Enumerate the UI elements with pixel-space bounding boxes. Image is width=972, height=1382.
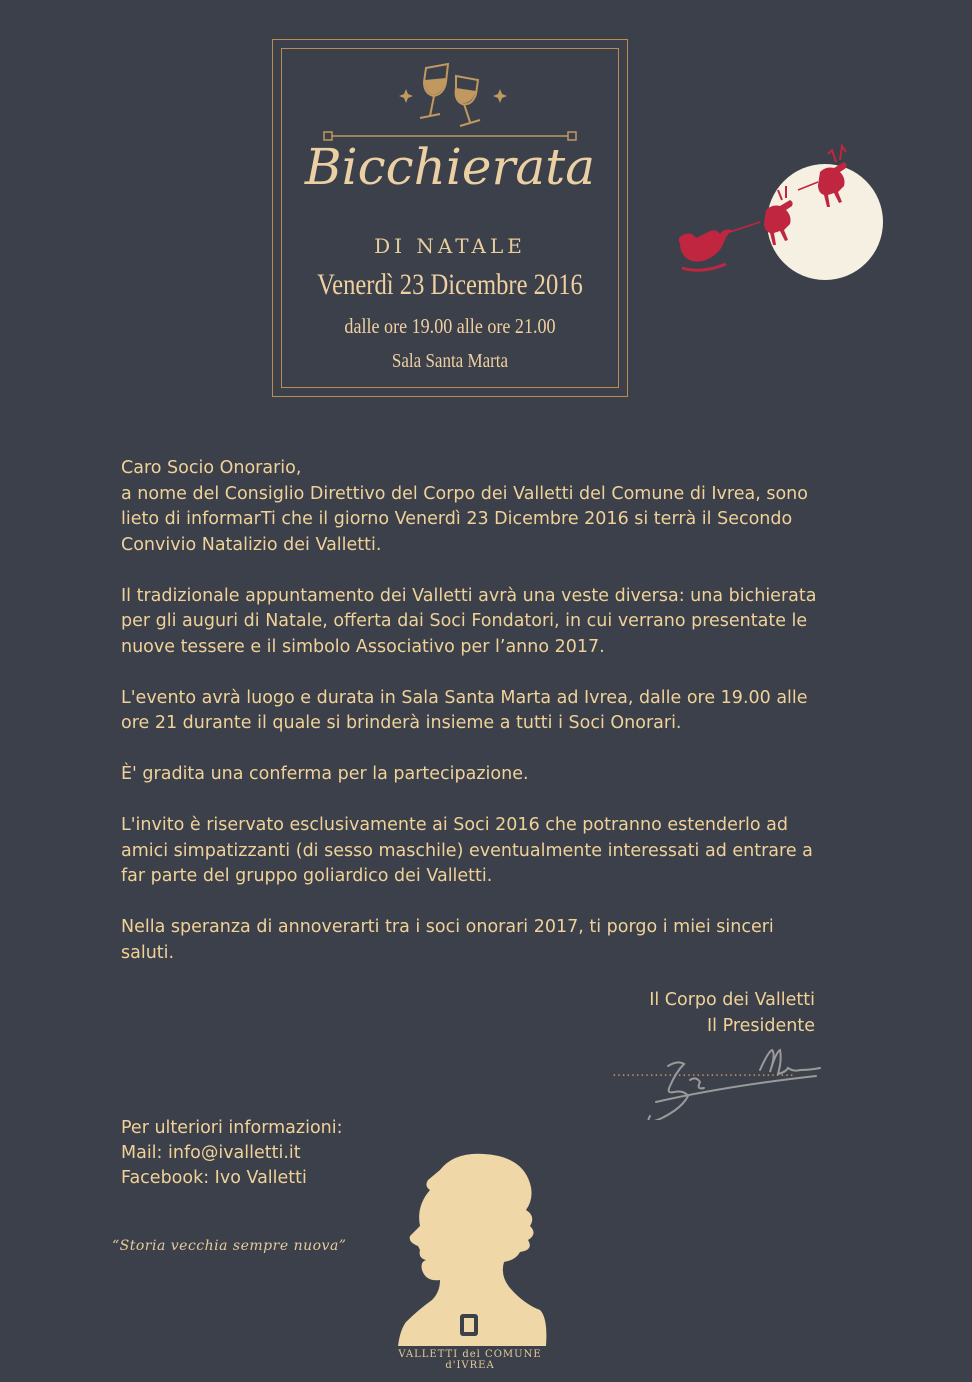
signature-role: Il Presidente xyxy=(707,1016,815,1036)
contact-heading: Per ulteriori informazioni: xyxy=(121,1118,343,1138)
letter-paragraph: Il tradizionale appuntamento dei Valletti avrà una veste diversa: una bichierata per gli auguri di Natale, offerta dai Soci Fondatori, in cui verrano presentate le nuove tessere e il simbolo Associativo per l’anno 2017. xyxy=(121,585,817,657)
event-place: Sala Santa Marta xyxy=(391,350,509,372)
event-date: Venerdì 23 Dicembre 2016 xyxy=(317,268,583,301)
signature-dotted-line: ………………………………… xyxy=(612,1064,794,1080)
signature-organization: Il Corpo dei Valletti xyxy=(649,990,815,1010)
event-hours: dalle ore 19.00 alle ore 21.00 xyxy=(344,314,556,338)
wine-glasses-icon xyxy=(398,58,508,130)
contact-mail[interactable]: Mail: info@ivalletti.it xyxy=(121,1143,301,1163)
letter-paragraph: È' gradita una conferma per la partecipazione. xyxy=(121,764,529,784)
valletti-logo-text: VALLETTI del COMUNE d'IVREA xyxy=(398,1349,542,1371)
signature-block xyxy=(560,987,815,1039)
letter-paragraph: Caro Socio Onorario, a nome del Consiglio Direttivo del Corpo dei Valletti del Comune di Ivrea, sono lieto di informarTi che il giorno Venerdì 23 Dicembre 2016 si terrà il Secondo Convivio Natalizio dei Valletti. xyxy=(121,458,808,555)
moon-sleigh-illustration xyxy=(670,118,885,288)
invitation-letter xyxy=(121,456,831,992)
letter-paragraph: L'evento avrà luogo e durata in Sala Santa Marta ad Ivrea, dalle ore 19.00 alle ore 21 durante il quale si brinderà insieme a tutti i Soci Onorari. xyxy=(121,687,808,733)
valletto-silhouette-icon xyxy=(398,1148,548,1346)
motto: “Storia vecchia sempre nuova” xyxy=(112,1238,347,1254)
contact-info xyxy=(121,1116,343,1191)
contact-facebook[interactable]: Facebook: Ivo Valletti xyxy=(121,1168,307,1188)
event-title: Bicchierata xyxy=(304,138,596,196)
event-subtitle: DI NATALE xyxy=(374,234,526,258)
handwritten-signature xyxy=(620,1040,840,1120)
letter-paragraph: Nella speranza di annoverarti tra i soci onorari 2017, ti porgo i miei sinceri saluti. xyxy=(121,917,774,963)
letter-paragraph: L'invito è riservato esclusivamente ai Soci 2016 che potranno estenderlo ad amici simpatizzanti (di sesso maschile) eventualmente interessati ad entrare a far parte del gruppo goliardico dei Valletti. xyxy=(121,815,813,886)
